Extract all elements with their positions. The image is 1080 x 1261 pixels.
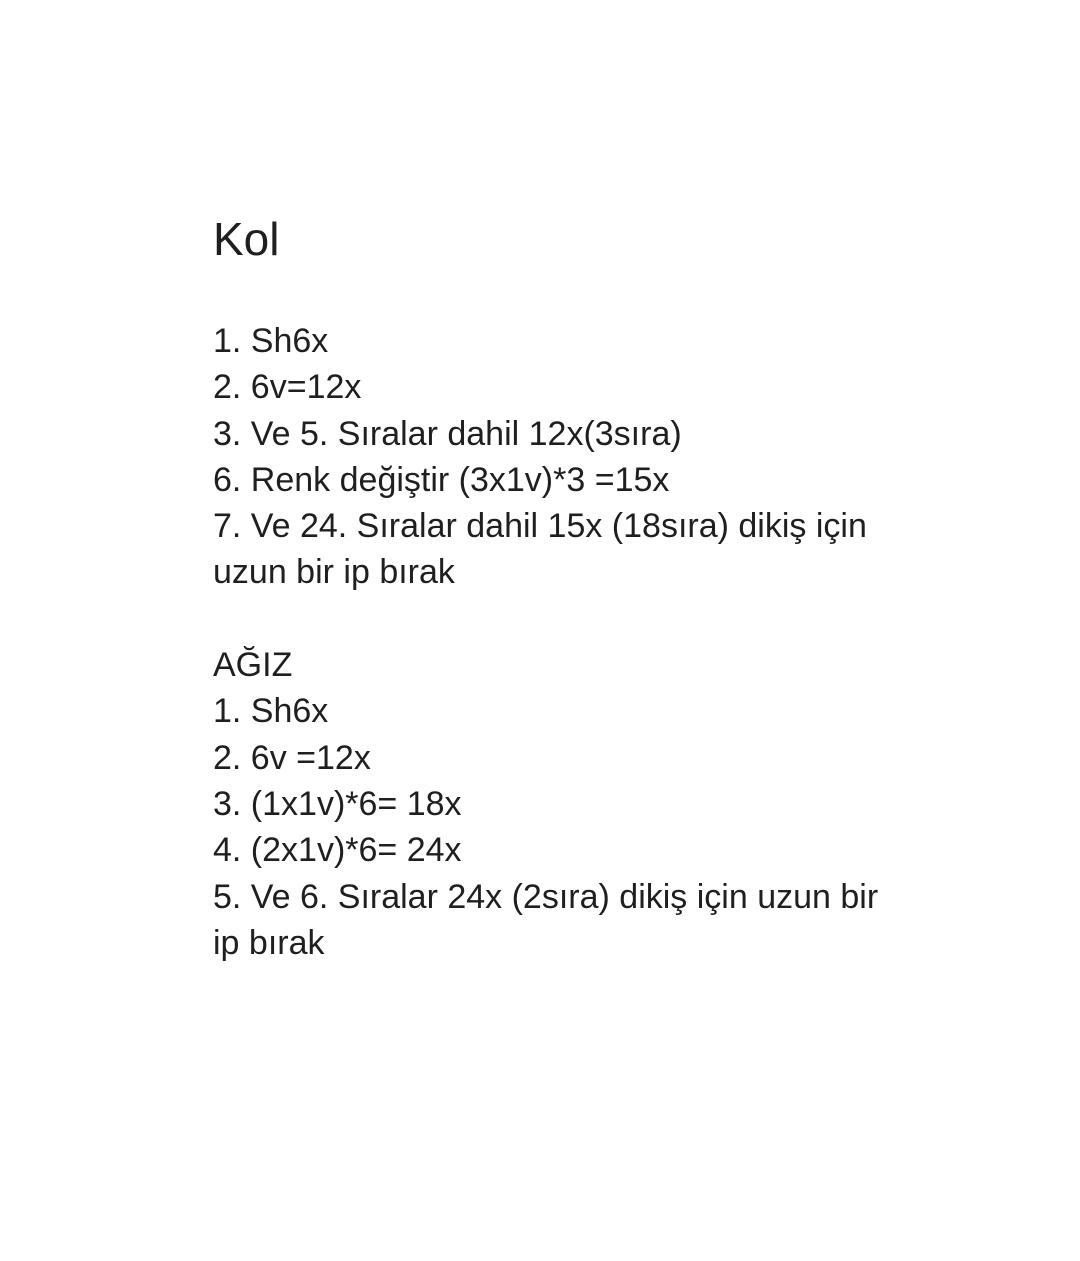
kol-line-4: 6. Renk değiştir (3x1v)*3 =15x <box>213 460 670 499</box>
kol-line-2: 2. 6v=12x <box>213 368 362 407</box>
kol-line-1: 1. Sh6x <box>213 322 329 360</box>
kol-line-5: 7. Ve 24. Sıralar dahil 15x (18sıra) dikiş için <box>213 507 867 546</box>
agiz-line-4: 4. (2x1v)*6= 24x <box>213 831 462 870</box>
agiz-line-3: 3. (1x1v)*6= 18x <box>213 784 462 823</box>
note-title: Kol <box>213 213 280 265</box>
agiz-line-6: ip bırak <box>213 923 325 962</box>
agiz-heading: AĞIZ <box>213 646 293 685</box>
agiz-line-5: 5. Ve 6. Sıralar 24x (2sıra) dikiş için uzun bir <box>213 877 879 916</box>
agiz-line-1: 1. Sh6x <box>213 692 329 731</box>
note-body <box>213 208 973 966</box>
kol-line-6: uzun bir ip bırak <box>213 553 455 592</box>
kol-line-3: 3. Ve 5. Sıralar dahil 12x(3sıra) <box>213 414 682 453</box>
section-spacer <box>213 596 973 642</box>
agiz-line-2: 2. 6v =12x <box>213 738 371 777</box>
